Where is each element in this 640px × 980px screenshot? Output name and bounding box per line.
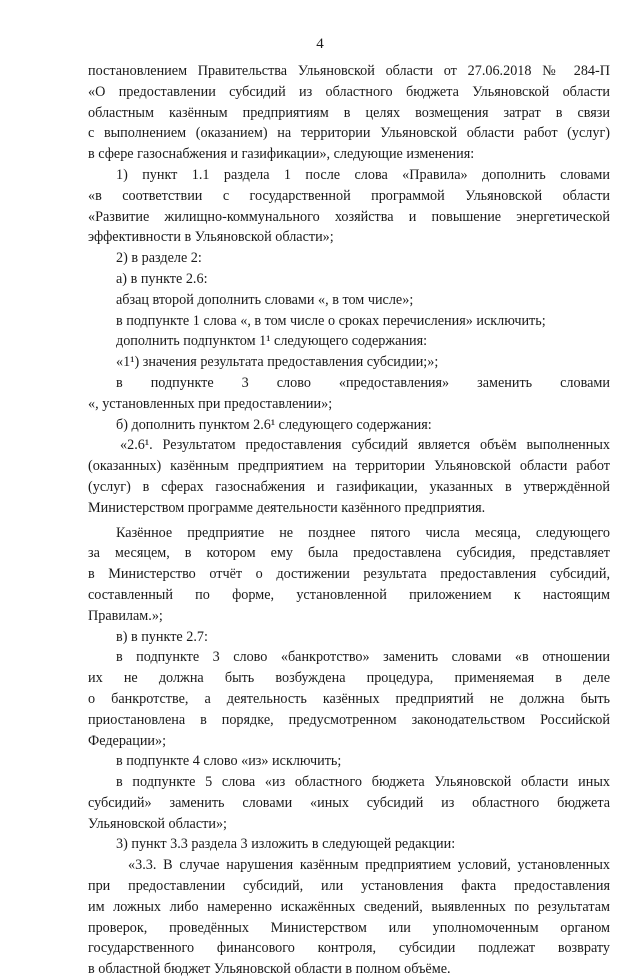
text-line: в подпункте 1 слова «, в том числе о сроках перечисления» исключить; bbox=[116, 312, 546, 329]
text-line: постановлением Правительства Ульяновской области от 27.06.2018 № 284-П bbox=[88, 63, 610, 79]
text-line: в подпункте 3 слово «банкротство» заменить словами «в отношении bbox=[116, 649, 610, 666]
text-line: б) дополнить пунктом 2.6¹ следующего содержания: bbox=[116, 416, 432, 433]
text-line: в областной бюджет Ульяновской области в полном объёме. bbox=[88, 961, 451, 978]
text-line: субсидий» заменить словами «иных субсидий из областного бюджета bbox=[88, 794, 610, 811]
text-line: в подпункте 3 слово «предоставления» заменить словами bbox=[116, 374, 610, 391]
text-line: 3) пункт 3.3 раздела 3 изложить в следующей редакции: bbox=[116, 836, 456, 853]
text-line: абзац второй дополнить словами «, в том числе»; bbox=[116, 291, 414, 308]
text-line: «О предоставлении субсидий из областного бюджета Ульяновской области bbox=[88, 83, 610, 100]
text-line: (оказанных) казённым предприятием на территории Ульяновской области работ bbox=[88, 458, 610, 475]
text-line: (услуг) в сферах газоснабжения и газификации, указанных в утверждённой bbox=[88, 478, 610, 495]
text-line: Правилам.»; bbox=[88, 607, 163, 624]
text-line: при предоставлении субсидий, или установления факта предоставления bbox=[88, 878, 610, 895]
text-line: «, установленных при предоставлении»; bbox=[88, 395, 333, 412]
text-line: «Развитие жилищно-коммунального хозяйства и повышение энергетической bbox=[88, 208, 610, 225]
text-line: «в соответствии с государственной программой Ульяновской области bbox=[88, 187, 610, 204]
text-line: с выполнением (оказанием) на территории Ульяновской области работ (услуг) bbox=[88, 125, 610, 142]
text-line: их не должна быть возбуждена процедура, применяемая в деле bbox=[88, 670, 610, 687]
text-line: проверок, проведённых Министерством или уполномоченным органом bbox=[88, 919, 610, 936]
text-line: «3.3. В случае нарушения казённым предприятием условий, установленных bbox=[128, 857, 610, 874]
text-line: Ульяновской области»; bbox=[88, 815, 227, 832]
text-line: о банкротстве, а деятельность казённых предприятий не должна быть bbox=[88, 690, 610, 707]
text-line: а) в пункте 2.6: bbox=[116, 270, 208, 287]
text-line: составленный по форме, установленной приложением к настоящим bbox=[88, 586, 610, 603]
text-line: им ложных либо намеренно искажённых сведений, выявленных по результатам bbox=[88, 898, 610, 915]
text-line: «1¹) значения результата предоставления субсидии;»; bbox=[116, 354, 439, 371]
text-line: «2.6¹. Результатом предоставления субсидий является объём выполненных bbox=[120, 437, 610, 454]
text-line: в подпункте 5 слова «из областного бюджета Ульяновской области иных bbox=[116, 774, 610, 791]
text-line: дополнить подпунктом 1¹ следующего содержания: bbox=[116, 333, 428, 350]
text-line: в Министерство отчёт о достижении результата предоставления субсидий, bbox=[88, 566, 610, 583]
text-line: Федерации»; bbox=[88, 732, 167, 749]
text-line: 1) пункт 1.1 раздела 1 после слова «Правила» дополнить словами bbox=[116, 166, 610, 183]
text-line: Казённое предприятие не позднее пятого числа месяца, следующего bbox=[116, 524, 610, 541]
text-line: в) в пункте 2.7: bbox=[116, 628, 208, 645]
document-body bbox=[88, 61, 610, 980]
text-line: 2) в разделе 2: bbox=[116, 250, 202, 267]
text-line: государственного финансового контроля, субсидии подлежат возврату bbox=[88, 940, 610, 957]
text-line: в сфере газоснабжения и газификации», следующие изменения: bbox=[88, 146, 475, 163]
text-line: эффективности в Ульяновской области»; bbox=[88, 229, 334, 246]
text-line: областным казённым предприятиям в целях возмещения затрат в связи bbox=[88, 104, 610, 121]
text-line: приостановлена в порядке, предусмотренном законодательством Российской bbox=[88, 711, 610, 728]
text-line: за месяцем, в котором ему была предоставлена субсидия, представляет bbox=[88, 545, 610, 562]
text-line: Министерством программе деятельности казённого предприятия. bbox=[88, 499, 486, 516]
text-line: в подпункте 4 слово «из» исключить; bbox=[116, 753, 342, 770]
page-number: 4 bbox=[316, 36, 324, 52]
